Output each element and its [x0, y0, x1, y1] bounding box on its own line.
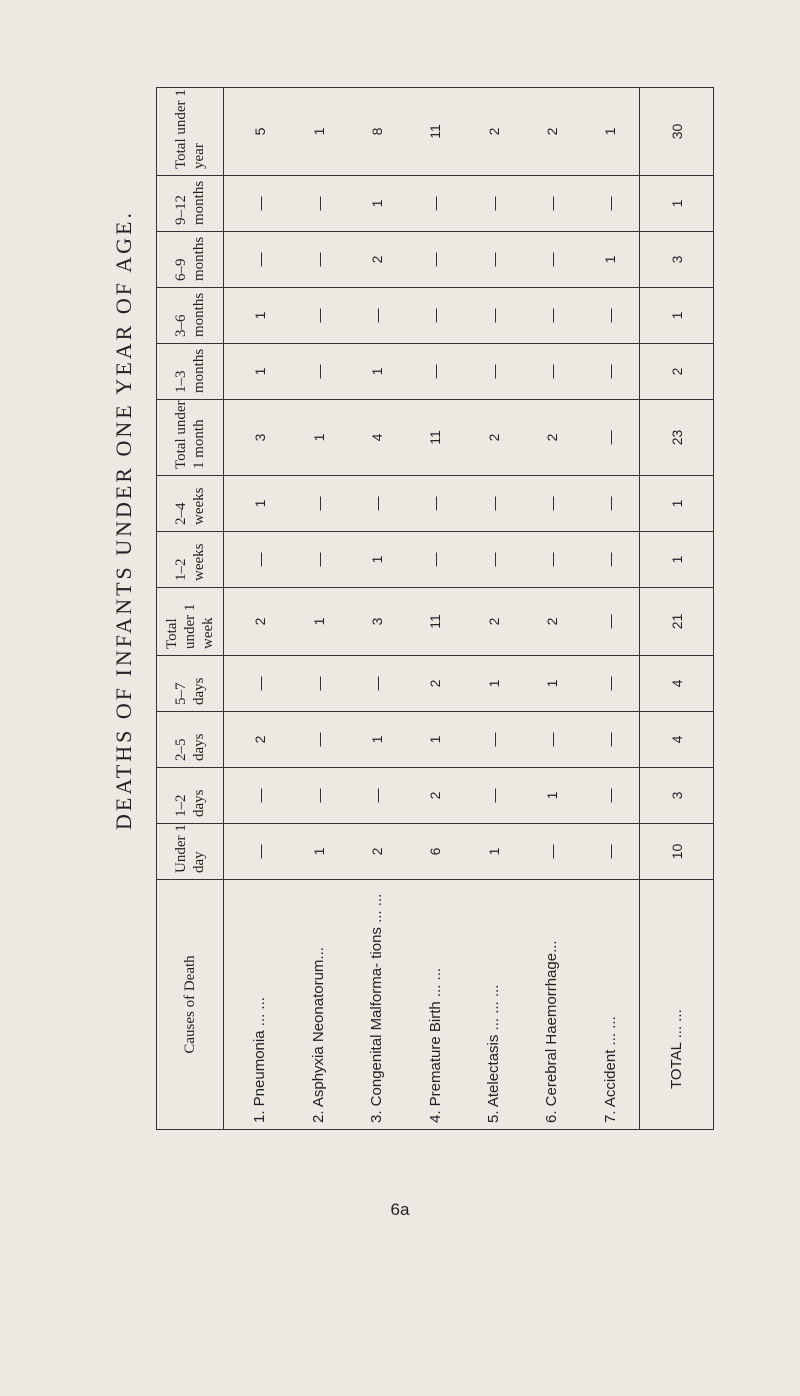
total-under-1-month-cell: 1: [289, 400, 347, 476]
under-1-day-cell: 6: [406, 824, 464, 880]
2-5-days-cell: 2: [224, 712, 290, 768]
1-2-days-cell: —: [581, 768, 640, 824]
1-3-months-cell: 1: [224, 344, 290, 400]
total-under-1-week-cell: 3: [348, 588, 406, 656]
table-row: [406, 88, 464, 1130]
1-3-months-cell: 1: [348, 344, 406, 400]
6-9-months-cell: 1: [581, 232, 640, 288]
total-under-1-year-cell: 11: [406, 88, 464, 176]
9-12-months-cell: —: [464, 176, 522, 232]
2-5-days-cell: 1: [406, 712, 464, 768]
1-3-months-cell: —: [523, 344, 581, 400]
2-4-weeks-cell: —: [406, 476, 464, 532]
2-4-weeks-cell: —: [348, 476, 406, 532]
under-1-day-cell: —: [224, 824, 290, 880]
2-5-days-cell: —: [289, 712, 347, 768]
cause-cell: 3. Congenital Malforma- tions ... ...: [348, 880, 406, 1130]
header-2-4-weeks: 2–4 weeks: [157, 476, 224, 532]
total-under-1-month-cell: —: [581, 400, 640, 476]
3-6-months-cell: —: [406, 288, 464, 344]
1-2-weeks-cell: —: [523, 532, 581, 588]
table-row: [289, 88, 347, 1130]
9-12-months-cell: —: [406, 176, 464, 232]
1-2-days-cell: —: [348, 768, 406, 824]
1-2-days-cell: —: [464, 768, 522, 824]
3-6-months-cell: —: [581, 288, 640, 344]
header-total-under-1-year: Total under 1 year: [157, 88, 224, 176]
2-4-weeks-cell: —: [523, 476, 581, 532]
6-9-months-cell: —: [406, 232, 464, 288]
header-causes-of-death: Causes of Death: [157, 880, 224, 1130]
header-1-2-days: 1–2 days: [157, 768, 224, 824]
total-1-2-weeks-cell: 1: [640, 532, 714, 588]
cause-cell: 1. Pneumonia ... ...: [224, 880, 290, 1130]
9-12-months-cell: —: [581, 176, 640, 232]
1-3-months-cell: —: [406, 344, 464, 400]
infant-deaths-table-container: [156, 88, 714, 1130]
total-label: TOTAL ... ...: [640, 880, 714, 1130]
1-3-months-cell: —: [581, 344, 640, 400]
total-under-1-week-cell: —: [581, 588, 640, 656]
total-under-1-week-cell: 11: [406, 588, 464, 656]
total-under-1-week-cell: 2: [523, 588, 581, 656]
total-under-1-year-cell: 8: [348, 88, 406, 176]
3-6-months-cell: —: [464, 288, 522, 344]
6-9-months-cell: —: [224, 232, 290, 288]
total-under-1-month-cell: 11: [406, 400, 464, 476]
6-9-months-cell: —: [523, 232, 581, 288]
total-1-2-days-cell: 3: [640, 768, 714, 824]
header-1-2-weeks: 1–2 weeks: [157, 532, 224, 588]
page-title: DEATHS OF INFANTS UNDER ONE YEAR OF AGE.: [111, 210, 136, 830]
1-2-weeks-cell: —: [224, 532, 290, 588]
2-5-days-cell: 1: [348, 712, 406, 768]
1-2-weeks-cell: 1: [348, 532, 406, 588]
cause-cell: 6. Cerebral Haemorrhage...: [523, 880, 581, 1130]
total-under-1-week-cell: 2: [464, 588, 522, 656]
total-under-1-week-cell: 1: [289, 588, 347, 656]
6-9-months-cell: —: [289, 232, 347, 288]
6-9-months-cell: —: [464, 232, 522, 288]
total-total-under-1-month-cell: 23: [640, 400, 714, 476]
cause-cell: 2. Asphyxia Neonatorum...: [289, 880, 347, 1130]
2-5-days-cell: —: [581, 712, 640, 768]
total-2-4-weeks-cell: 1: [640, 476, 714, 532]
table-row: [348, 88, 406, 1130]
header-total-under-1-week: Total under 1 week: [157, 588, 224, 656]
total-under-1-month-cell: 2: [523, 400, 581, 476]
total-9-12-months-cell: 1: [640, 176, 714, 232]
3-6-months-cell: —: [348, 288, 406, 344]
header-total-under-1-month: Total under 1 month: [157, 400, 224, 476]
header-3-6-months: 3–6 months: [157, 288, 224, 344]
total-total-under-1-week-cell: 21: [640, 588, 714, 656]
5-7-days-cell: —: [224, 656, 290, 712]
header-6-9-months: 6–9 months: [157, 232, 224, 288]
5-7-days-cell: 2: [406, 656, 464, 712]
total-6-9-months-cell: 3: [640, 232, 714, 288]
under-1-day-cell: —: [581, 824, 640, 880]
3-6-months-cell: 1: [224, 288, 290, 344]
total-row: [640, 88, 714, 1130]
table-row: [581, 88, 640, 1130]
total-under-1-year-cell: 2: [523, 88, 581, 176]
total-under-1-month-cell: 2: [464, 400, 522, 476]
1-2-days-cell: —: [289, 768, 347, 824]
header-9-12-months: 9–12 months: [157, 176, 224, 232]
header-row: [157, 88, 224, 1130]
total-under-1-day-cell: 10: [640, 824, 714, 880]
infant-deaths-table: [156, 87, 714, 1130]
5-7-days-cell: 1: [523, 656, 581, 712]
1-2-weeks-cell: —: [289, 532, 347, 588]
5-7-days-cell: 1: [464, 656, 522, 712]
1-2-days-cell: 2: [406, 768, 464, 824]
5-7-days-cell: —: [348, 656, 406, 712]
total-under-1-year-cell: 1: [581, 88, 640, 176]
2-5-days-cell: —: [523, 712, 581, 768]
3-6-months-cell: —: [289, 288, 347, 344]
5-7-days-cell: —: [289, 656, 347, 712]
1-2-weeks-cell: —: [581, 532, 640, 588]
3-6-months-cell: —: [523, 288, 581, 344]
total-under-1-year-cell: 5: [224, 88, 290, 176]
header-5-7-days: 5–7 days: [157, 656, 224, 712]
table-row: [224, 88, 290, 1130]
9-12-months-cell: —: [224, 176, 290, 232]
cause-cell: 4. Premature Birth ... ...: [406, 880, 464, 1130]
9-12-months-cell: 1: [348, 176, 406, 232]
1-3-months-cell: —: [289, 344, 347, 400]
1-2-weeks-cell: —: [464, 532, 522, 588]
header-under-1-day: Under 1 day: [157, 824, 224, 880]
total-2-5-days-cell: 4: [640, 712, 714, 768]
total-under-1-year-cell: 1: [289, 88, 347, 176]
under-1-day-cell: 2: [348, 824, 406, 880]
9-12-months-cell: —: [289, 176, 347, 232]
table-row: [464, 88, 522, 1130]
1-2-days-cell: 1: [523, 768, 581, 824]
cause-cell: 7. Accident ... ...: [581, 880, 640, 1130]
1-2-weeks-cell: —: [406, 532, 464, 588]
total-total-under-1-year-cell: 30: [640, 88, 714, 176]
total-under-1-month-cell: 3: [224, 400, 290, 476]
total-under-1-year-cell: 2: [464, 88, 522, 176]
2-4-weeks-cell: 1: [224, 476, 290, 532]
page-number: 6a: [390, 1200, 410, 1219]
cause-cell: 5. Atelectasis ... ... ...: [464, 880, 522, 1130]
total-3-6-months-cell: 1: [640, 288, 714, 344]
9-12-months-cell: —: [523, 176, 581, 232]
under-1-day-cell: 1: [464, 824, 522, 880]
under-1-day-cell: 1: [289, 824, 347, 880]
1-2-days-cell: —: [224, 768, 290, 824]
total-under-1-month-cell: 4: [348, 400, 406, 476]
1-3-months-cell: —: [464, 344, 522, 400]
table-row: [523, 88, 581, 1130]
total-5-7-days-cell: 4: [640, 656, 714, 712]
header-1-3-months: 1–3 months: [157, 344, 224, 400]
header-2-5-days: 2–5 days: [157, 712, 224, 768]
5-7-days-cell: —: [581, 656, 640, 712]
2-4-weeks-cell: —: [289, 476, 347, 532]
2-4-weeks-cell: —: [581, 476, 640, 532]
6-9-months-cell: 2: [348, 232, 406, 288]
2-4-weeks-cell: —: [464, 476, 522, 532]
total-1-3-months-cell: 2: [640, 344, 714, 400]
2-5-days-cell: —: [464, 712, 522, 768]
total-under-1-week-cell: 2: [224, 588, 290, 656]
under-1-day-cell: —: [523, 824, 581, 880]
